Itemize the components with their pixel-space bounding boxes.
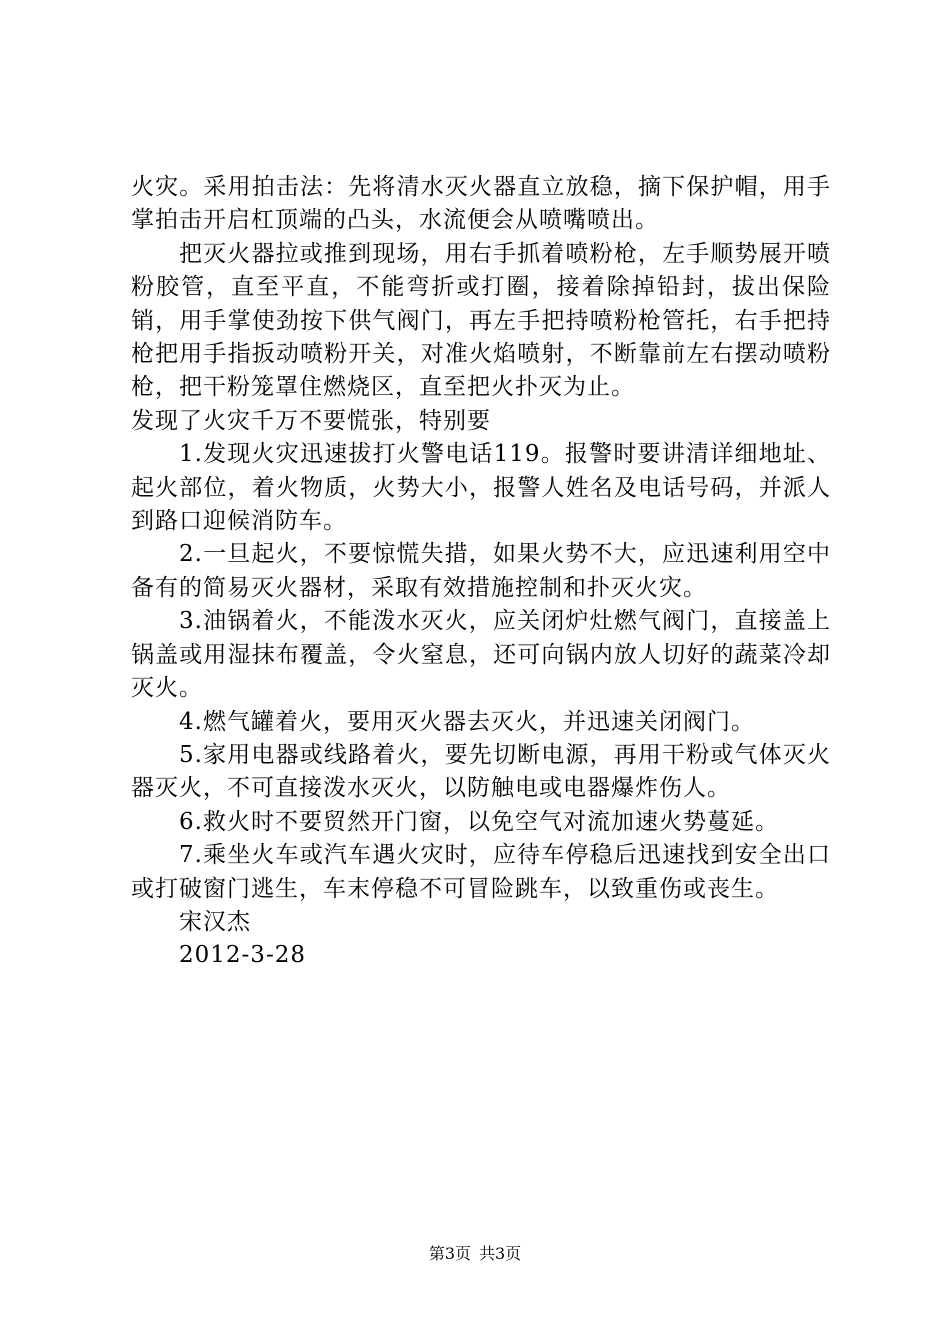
document-body bbox=[131, 171, 831, 973]
paragraph-powder-extinguisher: 把灭火器拉或推到现场，用右手抓着喷粉枪，左手顺势展开喷粉胶管，直至平直，不能弯折或打圈，接着除掉铅封，拔出保险销，用手掌使劲按下供气阀门，再左手把持喷粉枪管托，右手把持枪把用手指扳动喷粉开关，对准火焰喷射，不断靠前左右摆动喷粉枪，把干粉笼罩住燃烧区，直至把火扑灭为止。 bbox=[131, 240, 831, 401]
list-item-vehicle-fire: 7.乘坐火车或汽车遇火灾时，应待车停稳后迅速找到安全出口或打破窗门逃生，车末停稳不可冒险跳车，以致重伤或丧生。 bbox=[131, 842, 831, 902]
paragraph-fire-intro: 发现了火灾千万不要慌张，特别要 bbox=[131, 407, 491, 434]
paragraph-extinguisher-tap: 火灾。采用拍击法：先将清水灭火器直立放稳，摘下保护帽，用手掌拍击开启杠顶端的凸头，水流便会从喷嘴喷出。 bbox=[131, 174, 831, 234]
list-item-call-119: 1.发现火灾迅速拔打火警电话119。报警时要讲清详细地址、起火部位，着火物质，火势大小，报警人姓名及电话号码，并派人到路口迎候消防车。 bbox=[131, 441, 831, 535]
document-date: 2012-3-28 bbox=[179, 942, 306, 969]
list-item-pan-fire: 3.油锅着火，不能泼水灭火，应关闭炉灶燃气阀门，直接盖上锅盖或用湿抹布覆盖，令火窒息，还可向锅内放人切好的蔬菜冷却灭火。 bbox=[131, 608, 831, 702]
page-footer bbox=[0, 1244, 950, 1264]
page-number-total: 共3页 bbox=[479, 1244, 522, 1263]
list-item-doors-windows: 6.救火时不要贸然开门窗，以免空气对流加速火势蔓延。 bbox=[179, 808, 779, 835]
page-number-current: 第3页 bbox=[428, 1244, 471, 1263]
list-item-electrical-fire: 5.家用电器或线路着火，要先切断电源，再用干粉或气体灭火器灭火，不可直接泼水灭火，以防触电或电器爆炸伤人。 bbox=[131, 741, 831, 802]
list-item-small-fire: 2.一旦起火，不要惊慌失措，如果火势不大，应迅速利用空中备有的简易灭火器材，采取有效措施控制和扑灭火灾。 bbox=[131, 541, 831, 601]
list-item-gas-tank-fire: 4.燃气罐着火，要用灭火器去灭火，并迅速关闭阀门。 bbox=[179, 708, 755, 735]
author-name: 宋汉杰 bbox=[179, 908, 251, 935]
